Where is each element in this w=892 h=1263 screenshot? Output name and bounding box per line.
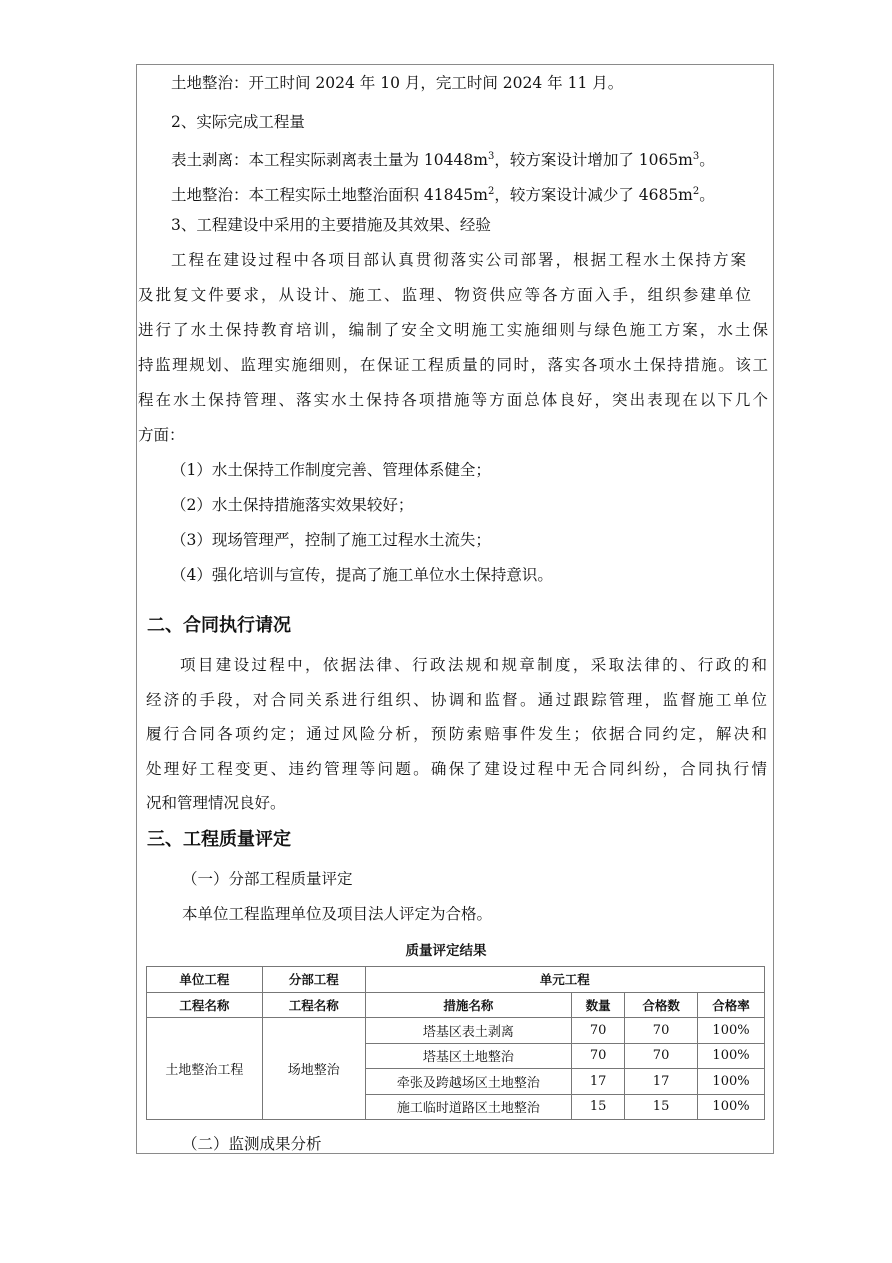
- count-cell: 17: [572, 1069, 625, 1095]
- table-header-cell: 分部工程: [262, 967, 365, 993]
- table-header-cell: 数量: [572, 992, 625, 1018]
- table-header-cell: 合格数: [625, 992, 698, 1018]
- measures-heading: 3、工程建设中采用的主要措施及其效果、经验: [171, 216, 491, 234]
- quality-heading: 三、工程质量评定: [147, 829, 291, 850]
- measures-paragraph-line: 及批复文件要求，从设计、施工、监理、物资供应等各方面入手，组织参建单位: [138, 286, 751, 304]
- table-header-cell: 单元工程: [365, 967, 764, 993]
- part-project-name: 场地整治: [262, 1018, 365, 1120]
- table-header-cell: 措施名称: [365, 992, 572, 1018]
- contract-paragraph-line: 履行合同各项约定；通过风险分析，预防索赔事件发生；依据合同约定，解决和: [146, 725, 767, 743]
- table-header-cell: 工程名称: [147, 992, 263, 1018]
- sub-section-title: （二）监测成果分析: [182, 1135, 322, 1153]
- unit-project-name: 土地整治工程: [147, 1018, 263, 1120]
- rate-cell: 100%: [698, 1043, 765, 1069]
- topsoil-unit-sup-b: 3: [692, 150, 700, 162]
- count-cell: 70: [572, 1043, 625, 1069]
- actual-quantity-heading: 2、实际完成工程量: [171, 113, 305, 131]
- measure-name: 施工临时道路区土地整治: [365, 1094, 572, 1120]
- land-area-line: [171, 185, 715, 205]
- table-title: 质量评定结果: [405, 943, 487, 959]
- effect-item: （2）水土保持措施落实效果较好；: [171, 496, 414, 514]
- contract-paragraph-line: 处理好工程变更、违约管理等问题。确保了建设过程中无合同纠纷，合同执行情: [146, 760, 767, 778]
- measures-paragraph-line: 程在水土保持管理、落实水土保持各项措施等方面总体良好，突出表现在以下几个: [138, 391, 768, 409]
- effect-item: （4）强化培训与宣传，提高了施工单位水土保持意识。: [171, 566, 553, 584]
- table-row: [147, 1018, 765, 1044]
- land-unit-sup-a: 2: [487, 185, 495, 197]
- pass-cell: 70: [625, 1043, 698, 1069]
- topsoil-line: [171, 150, 715, 170]
- land-schedule-line: 土地整治：开工时间 2024 年 10 月，完工时间 2024 年 11 月。: [171, 74, 624, 92]
- contract-paragraph-line: 况和管理情况良好。: [146, 794, 286, 812]
- land-text-c: 。: [699, 186, 715, 204]
- contract-paragraph-line: 经济的手段，对合同关系进行组织、协调和监督。通过跟踪管理，监督施工单位: [146, 691, 767, 709]
- topsoil-unit-sup-a: 3: [487, 150, 495, 162]
- topsoil-text-c: 。: [699, 151, 715, 169]
- count-cell: 70: [572, 1018, 625, 1044]
- land-text-a: 土地整治：本工程实际土地整治面积 41845m: [171, 186, 488, 204]
- topsoil-text-b: ，较方案设计增加了 1065m: [494, 151, 693, 169]
- measures-paragraph-line: 方面：: [138, 426, 185, 444]
- measure-name: 塔基区土地整治: [365, 1043, 572, 1069]
- measures-paragraph-line: 工程在建设过程中各项目部认真贯彻落实公司部署，根据工程水土保持方案: [171, 251, 746, 269]
- pass-cell: 70: [625, 1018, 698, 1044]
- measure-name: 塔基区表土剥离: [365, 1018, 572, 1044]
- rate-cell: 100%: [698, 1069, 765, 1095]
- pass-cell: 15: [625, 1094, 698, 1120]
- sub-section-title: （一）分部工程质量评定: [182, 870, 353, 888]
- measure-name: 牵张及跨越场区土地整治: [365, 1069, 572, 1095]
- table-header-cell: 合格率: [698, 992, 765, 1018]
- contract-paragraph-line: 项目建设过程中，依据法律、行政法规和规章制度，采取法律的、行政的和: [180, 656, 767, 674]
- quality-table: [146, 966, 765, 1120]
- measures-paragraph-line: 进行了水土保持教育培训，编制了安全文明施工实施细则与绿色施工方案，水土保: [138, 321, 768, 339]
- quality-evaluation-text: 本单位工程监理单位及项目法人评定为合格。: [182, 905, 493, 923]
- topsoil-text-a: 表土剥离：本工程实际剥离表土量为 10448m: [171, 151, 488, 169]
- table-header-cell: 单位工程: [147, 967, 263, 993]
- rate-cell: 100%: [698, 1094, 765, 1120]
- table-header-row: [147, 967, 765, 993]
- land-text-b: ，较方案设计减少了 4685m: [494, 186, 693, 204]
- land-unit-sup-b: 2: [692, 185, 700, 197]
- table-header-cell: 工程名称: [262, 992, 365, 1018]
- effect-item: （1）水土保持工作制度完善、管理体系健全；: [171, 461, 491, 479]
- effect-item: （3）现场管理严，控制了施工过程水土流失；: [171, 531, 491, 549]
- pass-cell: 17: [625, 1069, 698, 1095]
- rate-cell: 100%: [698, 1018, 765, 1044]
- count-cell: 15: [572, 1094, 625, 1120]
- measures-paragraph-line: 持监理规划、监理实施细则，在保证工程质量的同时，落实各项水土保持措施。该工: [138, 356, 768, 374]
- table-header-row: [147, 992, 765, 1018]
- contract-heading: 二、合同执行请况: [147, 615, 291, 636]
